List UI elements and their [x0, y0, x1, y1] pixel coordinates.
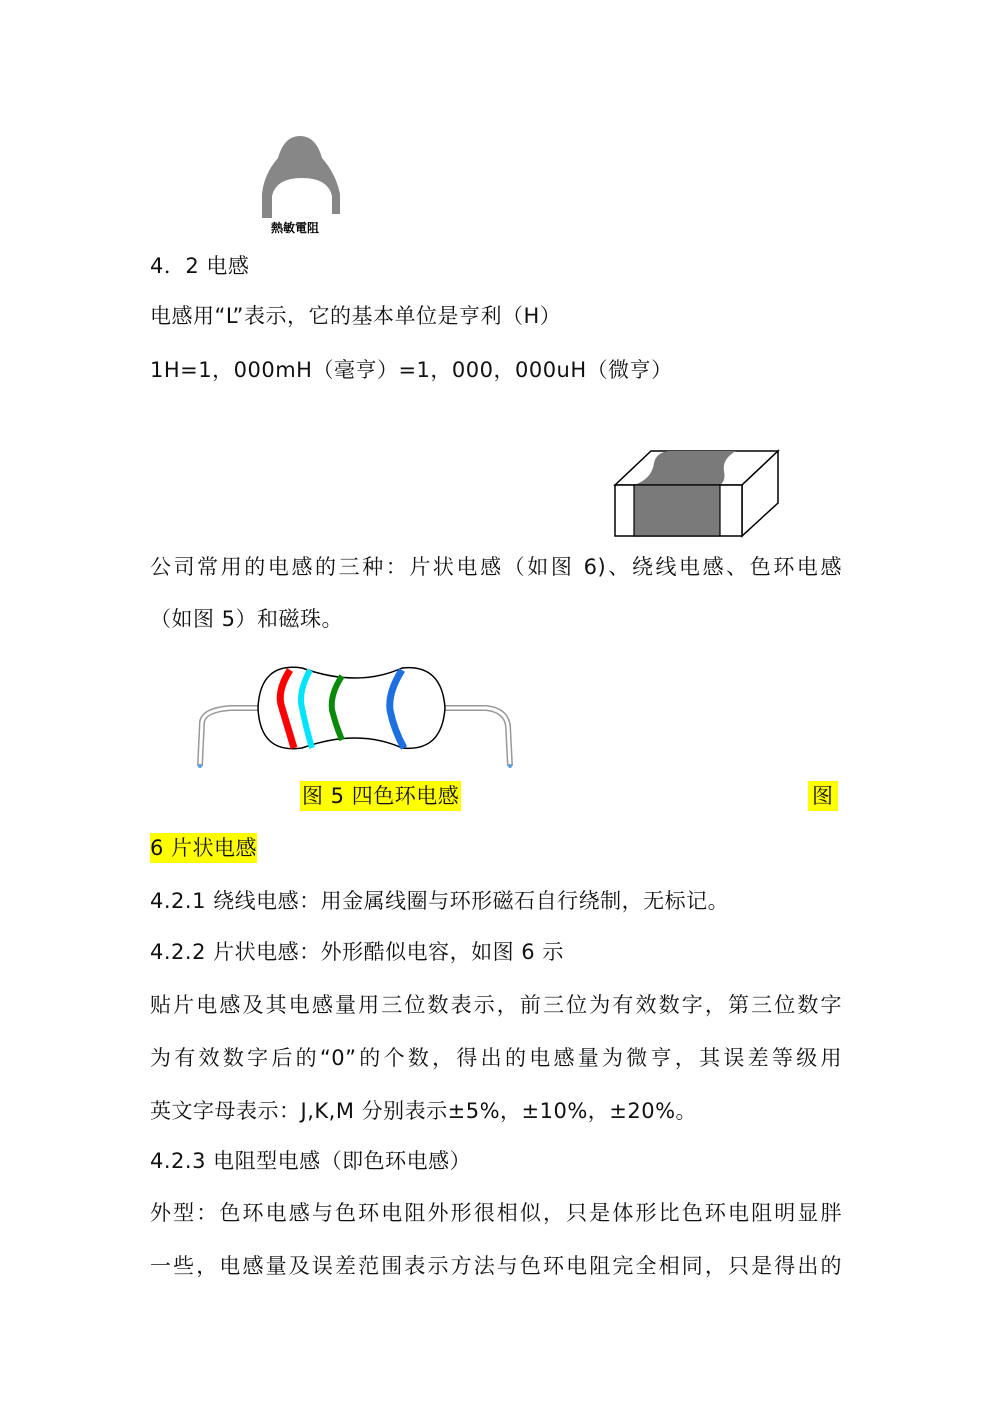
thermistor-body: [262, 136, 340, 218]
thermistor-label: 熱敏電阻: [271, 221, 320, 235]
lead-right: [440, 708, 510, 766]
lead-right-end: [508, 764, 512, 768]
lead-left-end: [198, 764, 202, 768]
chip-code-line3: 英文字母表示：J,K,M 分别表示±5%，±10%，±20%。: [150, 1099, 698, 1123]
color-ring-line1: 外型：色环电感与色环电阻外形很相似，只是体形比色环电阻明显胖: [150, 1201, 842, 1225]
chip-front-band: [634, 485, 720, 536]
inductor-types-line2: （如图 5）和磁珠。: [150, 607, 344, 631]
inductance-definition: 电感用“L”表示，它的基本单位是亨利（H）: [150, 304, 562, 328]
chip-inductor-figure: [612, 449, 782, 539]
inductor-types-line1: 公司常用的电感的三种：片状电感（如图 6)、绕线电感、色环电感: [150, 555, 842, 579]
thermistor-figure: [258, 134, 348, 220]
color-ring-inductor-figure: [190, 662, 520, 770]
chip-code-line1: 贴片电感及其电感量用三位数表示，前三位为有效数字，第三位数字: [150, 993, 842, 1017]
figure-6-caption-part1: 图: [808, 781, 838, 811]
lead-left: [200, 708, 264, 766]
color-ring-line2: 一些，电感量及误差范围表示方法与色环电阻完全相同，只是得出的: [150, 1254, 842, 1278]
section-heading-4-2-3: 4.2.3 电阻型电感（即色环电感）: [150, 1149, 472, 1173]
figure-5-caption: 图 5 四色环电感: [300, 781, 461, 811]
section-heading-4-2-2: 4.2.2 片状电感：外形酷似电容，如图 6 示: [150, 940, 564, 964]
lead-right-outline: [440, 708, 510, 766]
chip-code-line2: 为有效数字后的“0”的个数，得出的电感量为微亨，其误差等级用: [150, 1046, 842, 1070]
section-4-2-1: 4.2.1 绕线电感：用金属线圈与环形磁石自行绕制，无标记。: [150, 889, 730, 913]
unit-conversion: 1H=1，000mH（毫亨）=1，000，000uH（微亨）: [150, 358, 673, 382]
section-heading-4-2: 4．2 电感: [150, 254, 250, 278]
lead-left-outline: [200, 708, 264, 766]
figure-6-caption-part2: 6 片状电感: [150, 833, 257, 863]
